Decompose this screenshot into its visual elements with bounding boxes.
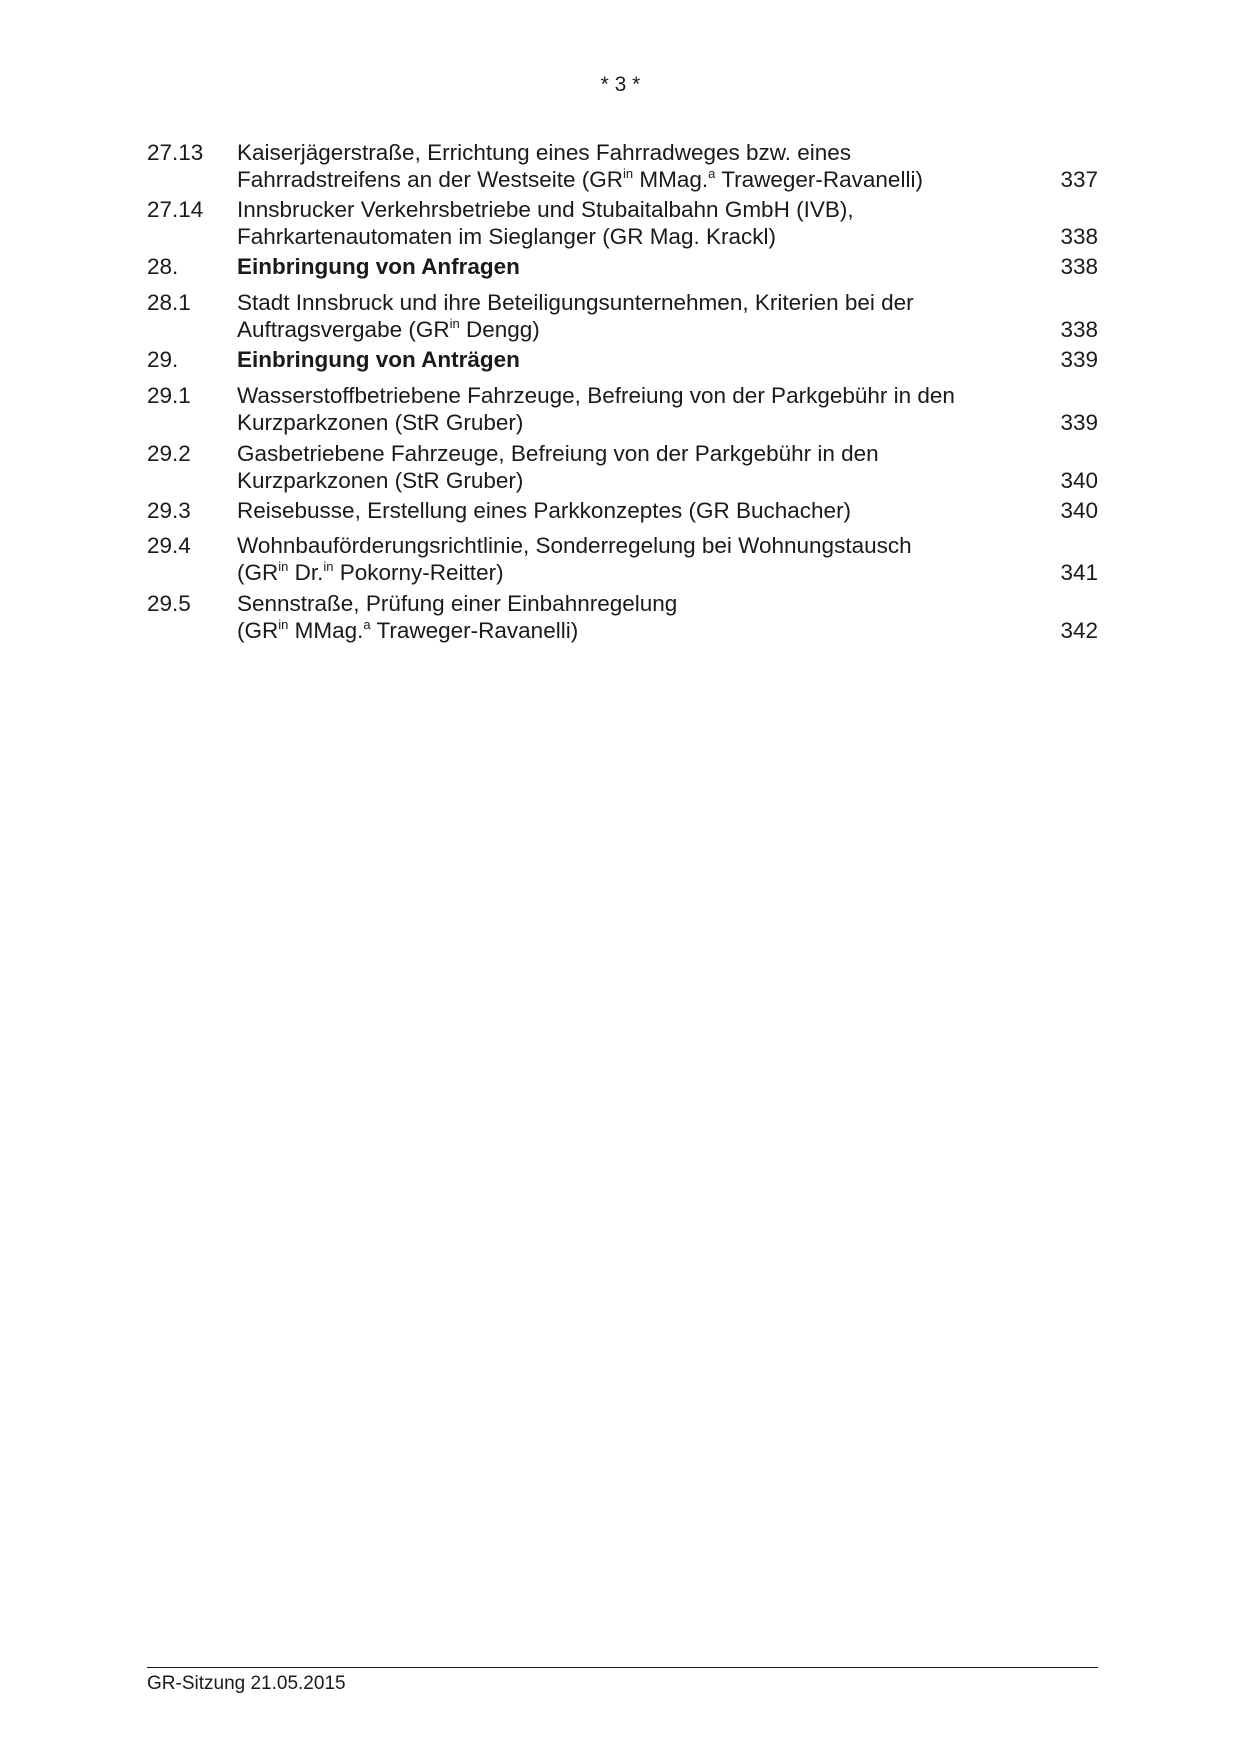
footer-session-date: GR-Sitzung 21.05.2015 (147, 1673, 346, 1694)
page-number: * 3 * (600, 73, 641, 96)
toc-title-line (237, 223, 1017, 250)
title-segment: Reisebusse, Erstellung eines Parkkonzeptes (GR Buchacher) (237, 498, 852, 523)
toc-title-line (237, 253, 1017, 280)
toc-entry (147, 532, 1098, 586)
title-segment: Sennstraße, Prüfung einer Einbahnregelung (237, 591, 678, 616)
title-segment: Gasbetriebene Fahrzeuge, Befreiung von der Parkgebühr in den (237, 441, 879, 466)
toc-entry-title (237, 532, 1017, 586)
title-segment: Einbringung von Anträgen (237, 347, 520, 372)
toc-entry (147, 497, 1098, 524)
title-segment: Dr. (288, 560, 324, 585)
toc-entry-title (237, 497, 1017, 524)
toc-entry-number: 28.1 (147, 290, 191, 315)
toc-page-number: 342 (1060, 618, 1098, 643)
superscript: in (449, 316, 460, 331)
title-segment: (GR (237, 618, 279, 643)
toc-page-number: 340 (1060, 498, 1098, 523)
toc-entry-number: 29.4 (147, 533, 191, 558)
superscript: a (708, 166, 716, 181)
toc-entry (147, 196, 1098, 250)
toc-page-number: 337 (1060, 167, 1098, 192)
toc-page-number: 339 (1060, 410, 1098, 435)
toc-entry-title (237, 289, 1017, 343)
title-segment: Kurzparkzonen (StR Gruber) (237, 468, 524, 493)
toc-title-line (237, 316, 1017, 343)
toc-page-number: 340 (1060, 468, 1098, 493)
toc-title-line (237, 289, 1017, 316)
title-segment: Dengg) (459, 317, 540, 342)
toc-entry-number: 29.3 (147, 498, 191, 523)
toc-entry (147, 590, 1098, 644)
superscript: in (278, 617, 289, 632)
toc-entry (147, 289, 1098, 343)
toc-entry-title (237, 590, 1017, 644)
toc-title-line (237, 532, 1017, 559)
toc-section-heading (147, 346, 1098, 373)
toc-page-number: 338 (1060, 317, 1098, 342)
superscript: in (323, 559, 334, 574)
toc-title-line (237, 617, 1017, 644)
toc-entry-number: 27.14 (147, 197, 204, 222)
toc-title-line (237, 196, 1017, 223)
toc-title-line (237, 497, 1017, 524)
title-segment: Kaiserjägerstraße, Errichtung eines Fahrradweges bzw. eines (237, 140, 852, 165)
title-segment: Kurzparkzonen (StR Gruber) (237, 410, 524, 435)
toc-entry-title (237, 440, 1017, 494)
toc-title-line (237, 382, 1017, 409)
title-segment: MMag. (288, 618, 364, 643)
toc-title-line (237, 440, 1017, 467)
toc-title-line (237, 467, 1017, 494)
title-segment: Innsbrucker Verkehrsbetriebe und Stubaitalbahn GmbH (IVB), (237, 197, 854, 222)
toc-title-line (237, 166, 1017, 193)
toc-entry-title (237, 196, 1017, 250)
title-segment: Einbringung von Anfragen (237, 254, 520, 279)
toc-title-line (237, 139, 1017, 166)
toc-entry-number: 28. (147, 254, 179, 279)
title-segment: Fahrkartenautomaten im Sieglanger (GR Mag. Krackl) (237, 224, 776, 249)
title-segment: Wohnbauförderungsrichtlinie, Sonderregelung bei Wohnungstausch (237, 533, 912, 558)
title-segment: Traweger-Ravanelli) (370, 618, 579, 643)
toc-title-line (237, 409, 1017, 436)
title-segment: (GR (237, 560, 279, 585)
toc-entry-title (237, 253, 1017, 280)
toc-entry (147, 440, 1098, 494)
toc-entry-title (237, 346, 1017, 373)
title-segment: Auftragsvergabe (GR (237, 317, 450, 342)
toc-page-number: 339 (1060, 347, 1098, 372)
toc-entry-number: 29. (147, 347, 179, 372)
title-segment: Stadt Innsbruck und ihre Beteiligungsunternehmen, Kriterien bei der (237, 290, 914, 315)
toc-entry-number: 29.2 (147, 441, 191, 466)
toc-entry (147, 139, 1098, 193)
superscript: in (622, 166, 634, 181)
toc-entry-number: 27.13 (147, 140, 204, 165)
title-segment: MMag. (633, 167, 709, 192)
superscript: a (363, 617, 371, 632)
toc-entry-number: 29.1 (147, 383, 191, 408)
toc-entry (147, 382, 1098, 436)
toc-title-line (237, 346, 1017, 373)
toc-title-line (237, 559, 1017, 586)
title-segment: Traweger-Ravanelli) (715, 167, 923, 192)
footer-rule (147, 1667, 1098, 1668)
title-segment: Pokorny-Reitter) (333, 560, 504, 585)
title-segment: Wasserstoffbetriebene Fahrzeuge, Befreiung von der Parkgebühr in den (237, 383, 955, 408)
toc-page-number: 341 (1060, 560, 1098, 585)
title-segment: Fahrradstreifens an der Westseite (GR (237, 167, 623, 192)
toc-title-line (237, 590, 1017, 617)
toc-page-number: 338 (1060, 224, 1098, 249)
toc-section-heading (147, 253, 1098, 280)
toc-page-number: 338 (1060, 254, 1098, 279)
toc-entry-title (237, 139, 1017, 193)
toc-entry-number: 29.5 (147, 591, 191, 616)
superscript: in (278, 559, 289, 574)
toc-entry-title (237, 382, 1017, 436)
